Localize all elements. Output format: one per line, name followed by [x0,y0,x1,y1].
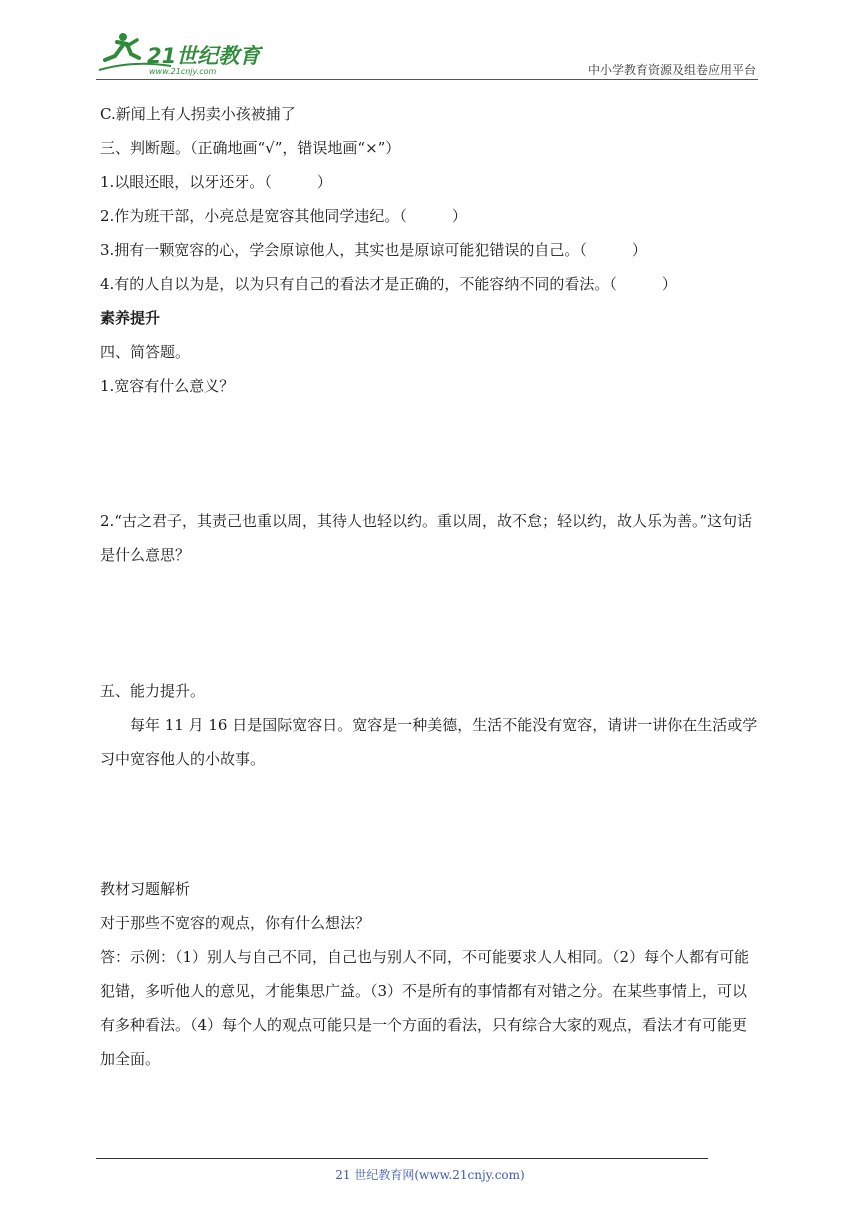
svg-text:21世纪教育: 21世纪教育 [147,44,261,68]
judge-item-2: 2.作为班干部，小亮总是宽容其他同学违纪。（ ） [100,207,467,225]
judge-item-1: 1.以眼还眼，以牙还牙。（ ） [100,173,332,191]
section4-title: 四、简答题。 [100,343,191,361]
textbook-answer: 答：示例：（1）别人与自己不同，自己也与别人不同，不可能要求人人相同。（2）每个人都有可能犯错，多听他人的意见，才能集思广益。（3）不是所有的事情都有对错之分。在某些事情上，可以有多种看法。（4）每个人的观点可能只是一个方面的看法，只有综合大家的观点，看法才有可能更加全面。 [100,948,750,1068]
option-c: C.新闻上有人拐卖小孩被捕了 [100,105,296,123]
suyang-heading: 素养提升 [100,309,161,327]
textbook-question: 对于那些不宽容的观点，你有什么想法？ [100,914,371,932]
header-platform-text: 中小学教育资源及组卷应用平台 [587,63,756,77]
site-logo [93,30,263,78]
page-header [0,0,860,80]
footer-link[interactable]: 21 世纪教育网(www.21cnjy.com) [335,1168,525,1182]
question-2: 2.“古之君子，其责己也重以周，其待人也轻以约。重以周，故不怠；轻以约，故人乐为善。”这句话是什么意思？ [100,512,753,564]
question-1: 1.宽容有什么意义？ [100,377,235,395]
textbook-heading: 教材习题解析 [100,880,191,898]
judge-item-4: 4.有的人自以为是，以为只有自己的看法才是正确的，不能容纳不同的看法。（ ） [100,275,677,293]
section3-title: 三、判断题。（正确地画“√”，错误地画“×”） [100,139,401,157]
section5-title: 五、能力提升。 [100,682,206,700]
svg-text:www.21cnjy.com: www.21cnjy.com [149,67,217,76]
header-divider [96,79,758,80]
judge-item-3: 3.拥有一颗宽容的心，学会原谅他人，其实也是原谅可能犯错误的自己。（ ） [100,241,647,259]
footer-divider [96,1158,708,1159]
section5-body: 每年 11 月 16 日是国际宽容日。宽容是一种美德，生活不能没有宽容，请讲一讲你在生活或学习中宽容他人的小故事。 [100,716,758,768]
